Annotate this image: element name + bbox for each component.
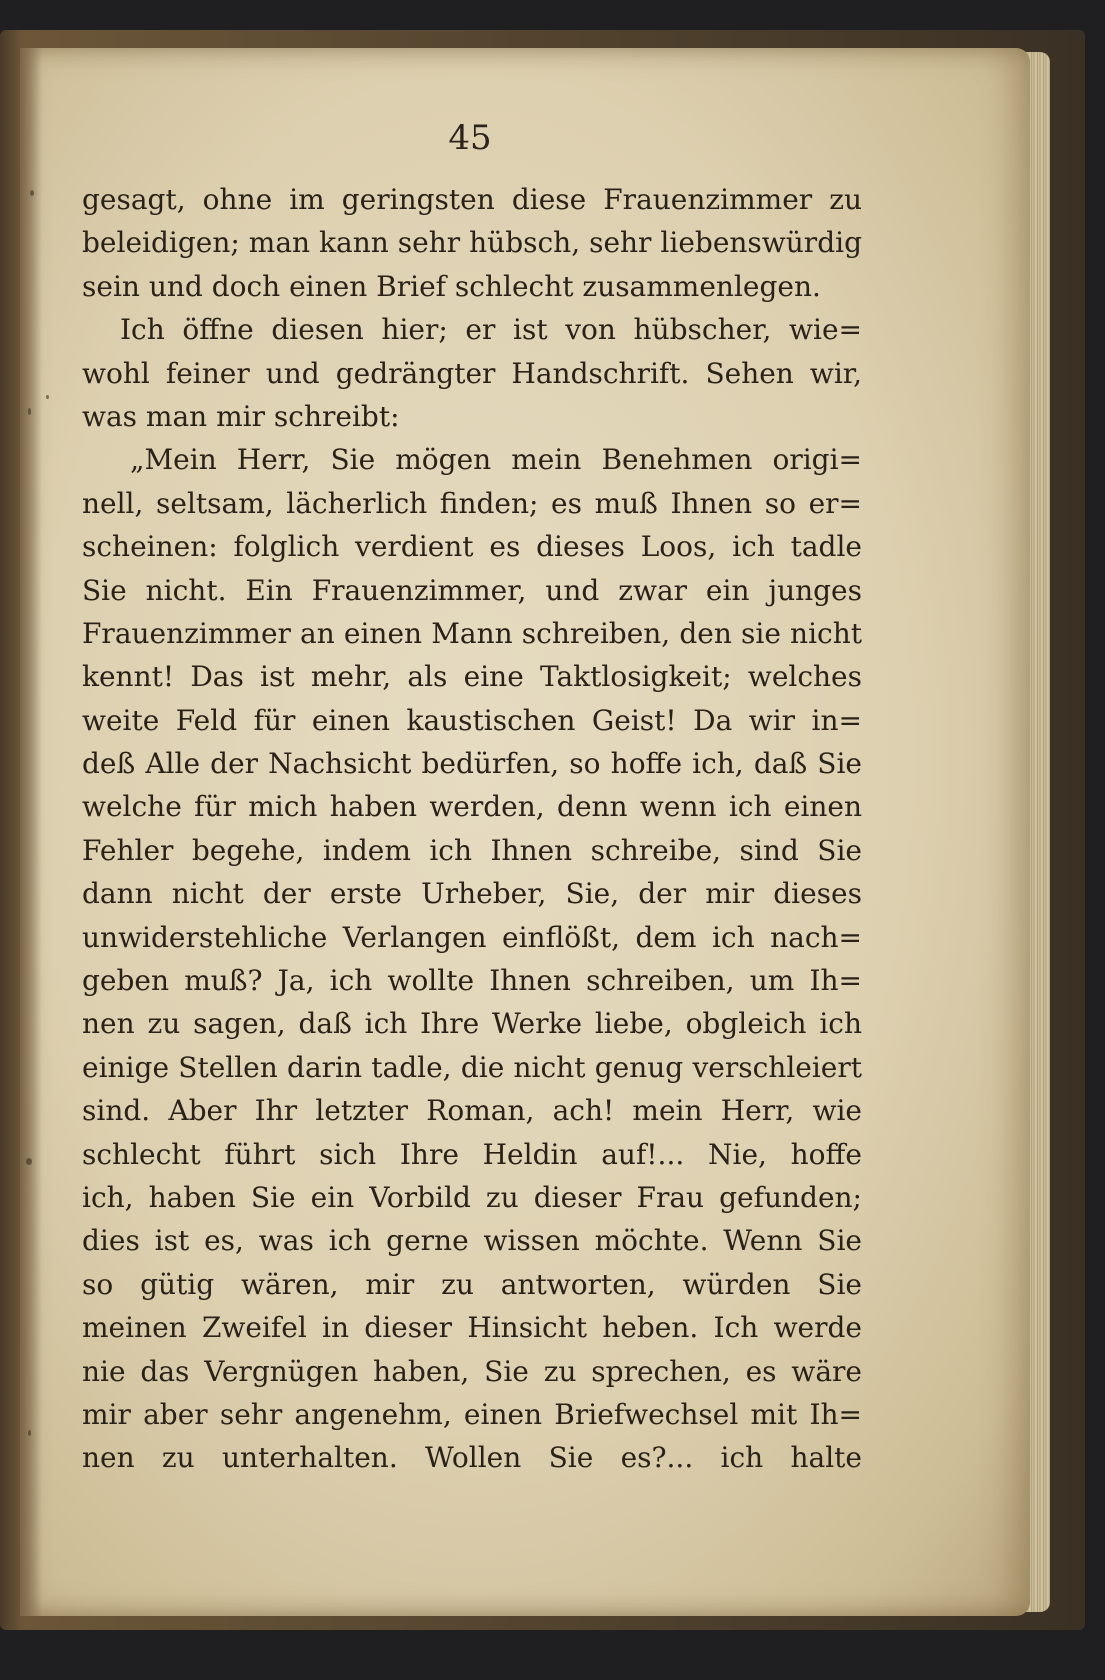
text-line: kennt! Das ist mehr, als eine Taktlosigkeit; welches xyxy=(82,660,862,694)
text-line: nen zu sagen, daß ich Ihre Werke liebe, obgleich ich xyxy=(82,1007,862,1041)
text-line: geben muß? Ja, ich wollte Ihnen schreiben, um Ih= xyxy=(82,964,862,998)
text-line: unwiderstehliche Verlangen einflößt, dem ich nach= xyxy=(82,920,862,954)
page-gutter-shadow xyxy=(20,48,42,1616)
text-line: nell, seltsam, lächerlich finden; es muß Ihnen so er= xyxy=(82,486,862,520)
paper-speck xyxy=(28,408,31,415)
page-number: 45 xyxy=(448,118,492,158)
text-line: ich, haben Sie ein Vorbild zu dieser Frau gefunden; xyxy=(82,1180,862,1214)
text-line: Ich öffne diesen hier; er ist von hübscher, wie= xyxy=(120,313,862,347)
text-line: Frauenzimmer an einen Mann schreiben, den sie nicht xyxy=(82,616,862,650)
text-line: „Mein Herr, Sie mögen mein Benehmen origi= xyxy=(130,443,862,477)
paper-speck xyxy=(28,1430,31,1436)
text-line: welche für mich haben werden, denn wenn ich einen xyxy=(82,790,862,824)
paper-speck xyxy=(46,395,49,399)
body-text xyxy=(82,178,862,1480)
text-line: sein und doch einen Brief schlecht zusammenlegen. xyxy=(82,269,821,303)
text-line: Sie nicht. Ein Frauenzimmer, und zwar ein junges xyxy=(82,573,862,607)
text-line: was man mir schreibt: xyxy=(82,399,400,433)
text-line: gesagt, ohne im geringsten diese Frauenzimmer zu xyxy=(82,183,862,216)
text-line: dann nicht der erste Urheber, Sie, der mir dieses xyxy=(82,877,862,911)
text-line: scheinen: folglich verdient es dieses Loos, ich tadle xyxy=(82,530,862,564)
text-line: nen zu unterhalten. Wollen Sie es?... ich halte xyxy=(82,1441,862,1475)
text-line: mir aber sehr angenehm, einen Briefwechsel mit Ih= xyxy=(82,1397,862,1431)
paper-speck xyxy=(26,1158,32,1165)
text-line: deß Alle der Nachsicht bedürfen, so hoffe ich, daß Sie xyxy=(82,747,862,781)
text-line: wohl feiner und gedrängter Handschrift. Sehen wir, xyxy=(82,356,862,390)
paper-speck xyxy=(30,190,34,196)
text-line: dies ist es, was ich gerne wissen möchte. Wenn Sie xyxy=(82,1224,862,1258)
text-line: sind. Aber Ihr letzter Roman, ach! mein Herr, wie xyxy=(82,1094,862,1128)
text-line: beleidigen; man kann sehr hübsch, sehr liebenswürdig xyxy=(82,226,862,260)
text-line: nie das Vergnügen haben, Sie zu sprechen, es wäre xyxy=(82,1354,862,1388)
text-line: Fehler begehe, indem ich Ihnen schreibe, sind Sie xyxy=(82,833,862,867)
text-line: so gütig wären, mir zu antworten, würden Sie xyxy=(82,1267,862,1301)
text-line: einige Stellen darin tadle, die nicht genug verschleiert xyxy=(82,1050,862,1084)
text-line: schlecht führt sich Ihre Heldin auf!... Nie, hoffe xyxy=(82,1137,862,1171)
text-line: meinen Zweifel in dieser Hinsicht heben. Ich werde xyxy=(82,1311,862,1345)
text-line: weite Feld für einen kaustischen Geist! Da wir in= xyxy=(82,703,862,737)
